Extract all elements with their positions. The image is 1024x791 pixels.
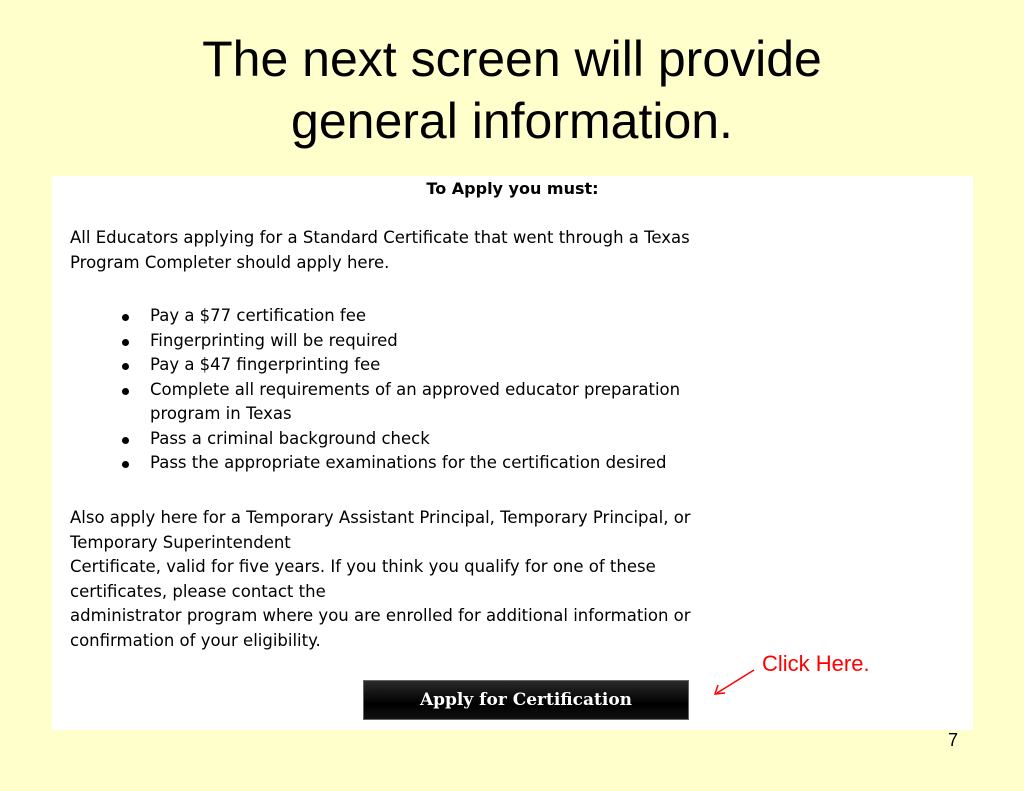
additional-info-line-2: Temporary Superintendent — [70, 532, 291, 552]
requirement-item — [122, 378, 680, 427]
intro-text — [70, 226, 960, 275]
slide-title-line-2: general information. — [291, 93, 733, 149]
requirement-text: Pass the appropriate examinations for the certification desired — [150, 453, 667, 472]
additional-info-line-6: confirmation of your eligibility. — [70, 630, 321, 650]
arrow-icon — [712, 668, 756, 696]
requirement-text: Pay a $77 certification fee — [150, 306, 367, 325]
additional-info-line-4: certificates, please contact the — [70, 581, 326, 601]
additional-info-line-1: Also apply here for a Temporary Assistant Principal, Temporary Principal, or — [70, 508, 691, 527]
requirements-list — [122, 304, 680, 476]
slide-title — [0, 28, 1024, 152]
apply-for-certification-button[interactable]: Apply for Certification — [363, 680, 689, 720]
requirement-item — [122, 353, 680, 378]
requirement-item — [122, 304, 680, 329]
requirement-text: Fingerprinting will be required — [150, 330, 398, 350]
requirement-text: Pass a criminal background check — [150, 428, 430, 448]
panel-heading: To Apply you must: — [426, 179, 599, 198]
additional-info-line-3: Certificate, valid for five years. If you think you qualify for one of these — [70, 557, 656, 576]
intro-line-1: All Educators applying for a Standard Certificate that went through a Texas — [70, 228, 690, 247]
requirement-text: Complete all requirements of an approved educator preparation — [150, 379, 681, 399]
application-info-panel — [52, 176, 973, 730]
slide-title-line-1: The next screen will provide — [202, 31, 822, 87]
requirement-item — [122, 329, 680, 354]
additional-info-line-5: administrator program where you are enrolled for additional information or — [70, 606, 691, 625]
page-number: 7 — [948, 730, 959, 750]
click-here-annotation: Click Here. — [762, 651, 870, 676]
additional-info-text — [70, 506, 960, 653]
intro-line-2: Program Completer should apply here. — [70, 252, 390, 272]
requirement-item — [122, 451, 680, 476]
requirement-text-continued: program in Texas — [150, 404, 292, 423]
requirement-text: Pay a $47 fingerprinting fee — [150, 355, 381, 374]
requirement-item — [122, 427, 680, 452]
